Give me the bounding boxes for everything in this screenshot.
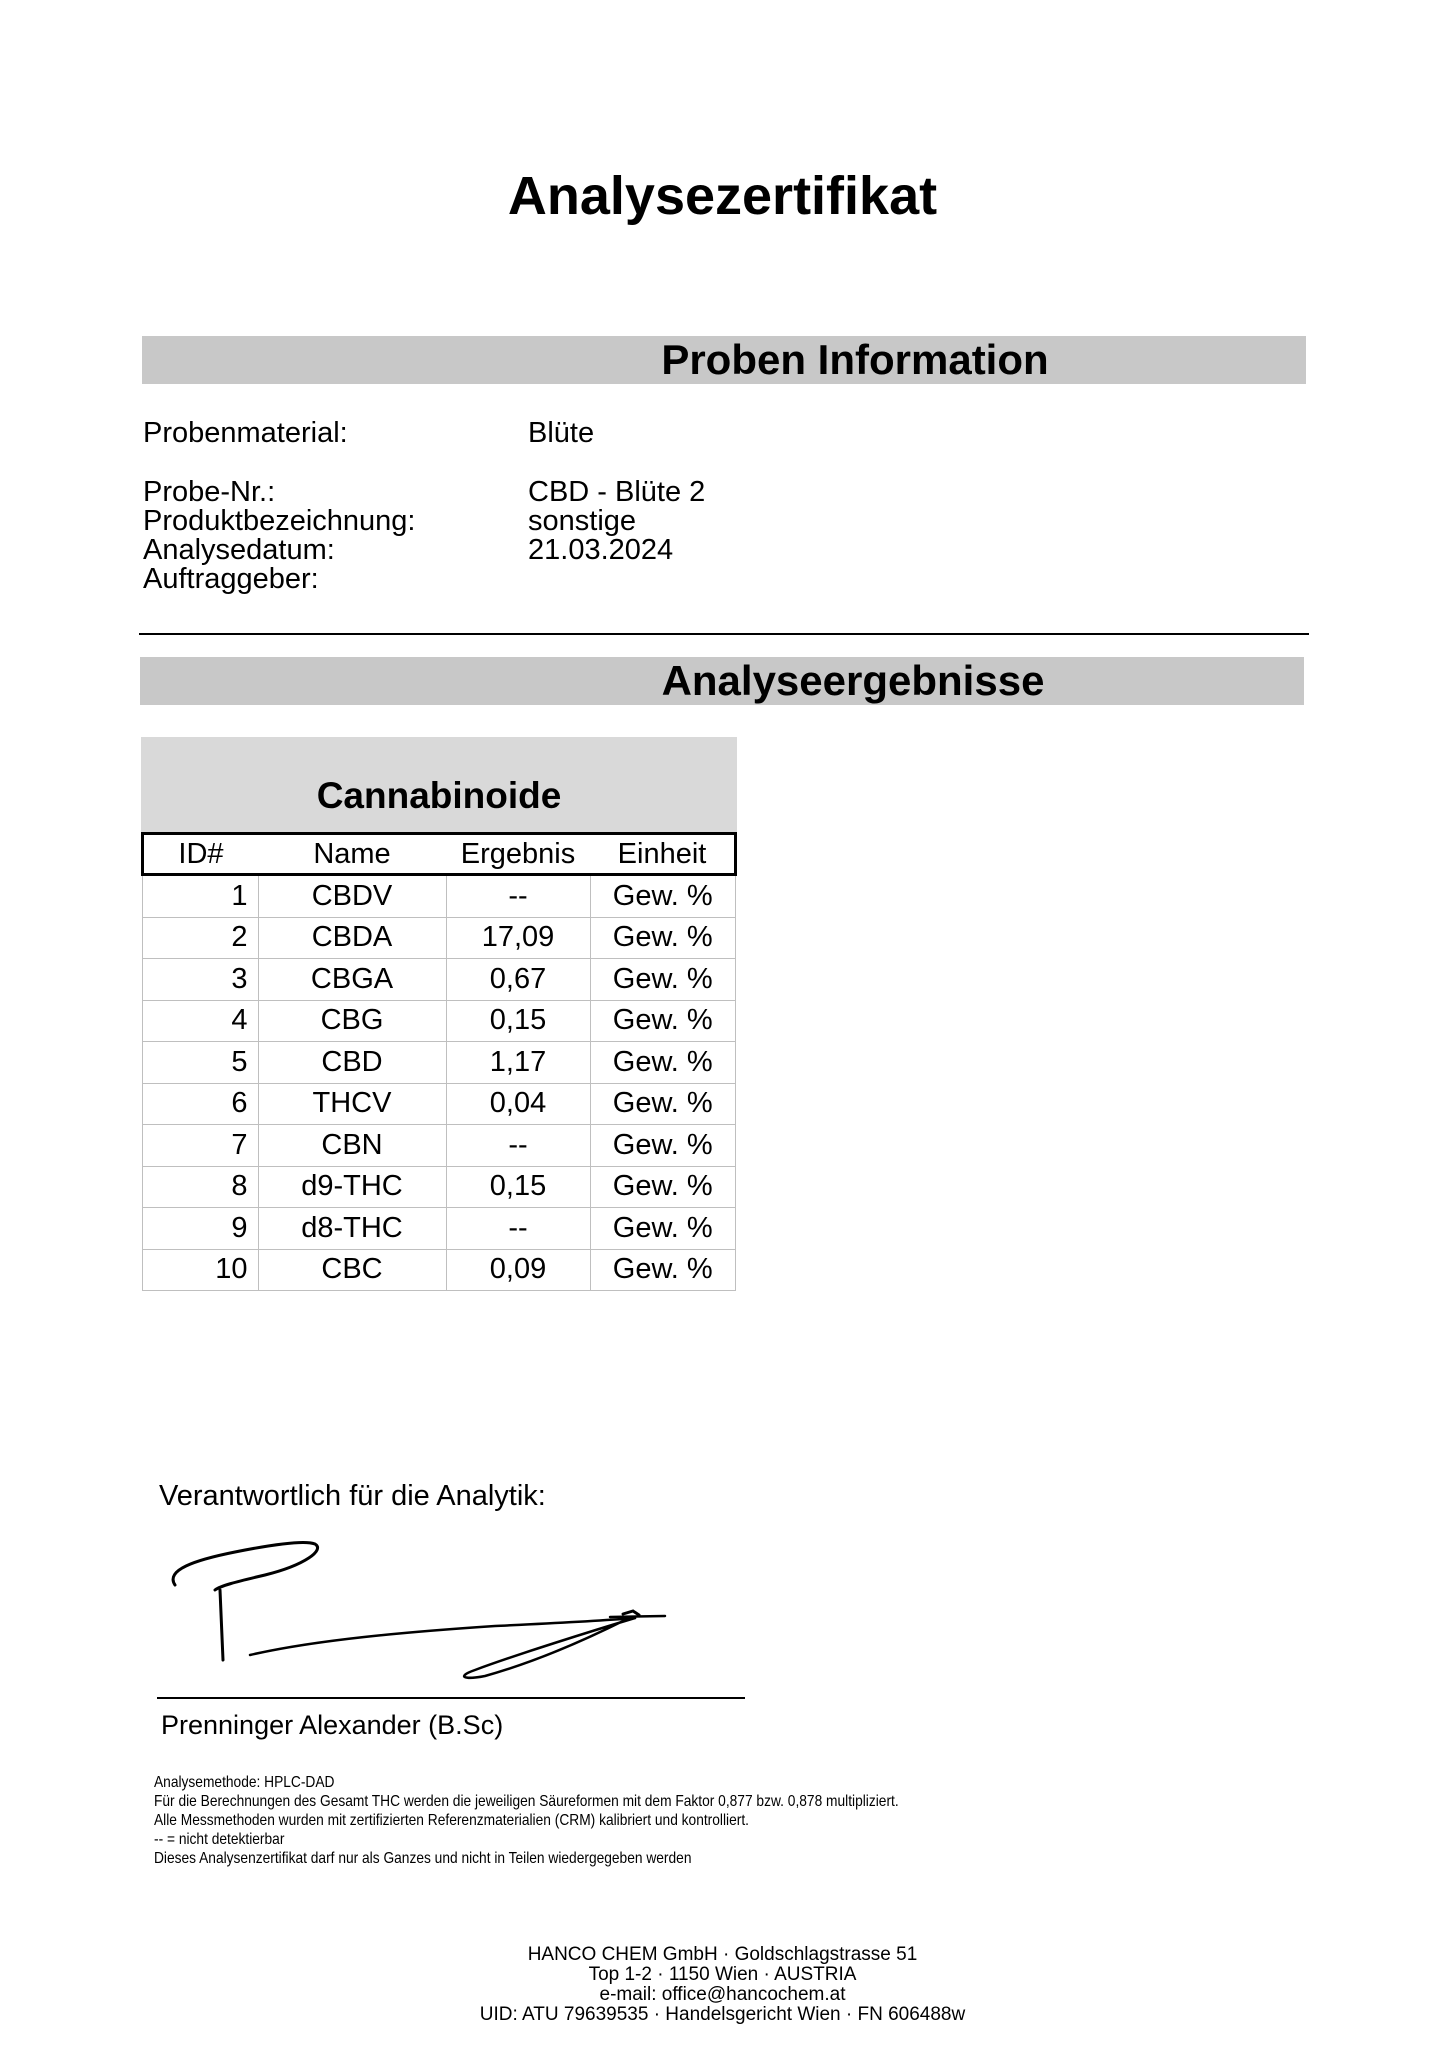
footer-line: HANCO CHEM GmbH · Goldschlagstrasse 51 bbox=[527, 1944, 918, 1965]
note-line: Dieses Analysenzertifikat darf nur als Ganzes und nicht in Teilen wiedergegeben werden bbox=[154, 1850, 692, 1867]
row-result: 1,17 bbox=[446, 1042, 590, 1084]
table-row bbox=[143, 1042, 736, 1084]
row-unit: Gew. % bbox=[590, 1208, 736, 1250]
row-name: THCV bbox=[258, 1083, 446, 1125]
signer-name: Prenninger Alexander (B.Sc) bbox=[161, 1710, 504, 1740]
row-unit: Gew. % bbox=[590, 959, 736, 1001]
sample-info-heading: Proben Information bbox=[661, 336, 1049, 383]
row-result: -- bbox=[446, 1208, 590, 1250]
footer-line: e-mail: office@hancochem.at bbox=[599, 1984, 846, 2005]
table-row bbox=[143, 875, 736, 918]
field-label-client: Auftraggeber: bbox=[143, 563, 319, 595]
field-value-sample-no: CBD - Blüte 2 bbox=[528, 476, 706, 508]
row-name: CBDV bbox=[258, 875, 446, 918]
table-row bbox=[143, 1208, 736, 1250]
note-line: Analysemethode: HPLC-DAD bbox=[154, 1774, 335, 1791]
table-row bbox=[143, 1125, 736, 1167]
field-label-sample-no: Probe-Nr.: bbox=[143, 476, 276, 508]
table-row bbox=[143, 1083, 736, 1125]
column-header-name: Name bbox=[258, 834, 446, 875]
results-heading: Analyseergebnisse bbox=[661, 657, 1045, 704]
field-value-analysis-date: 21.03.2024 bbox=[528, 534, 674, 566]
table-row bbox=[143, 1249, 736, 1291]
column-header-unit: Einheit bbox=[590, 834, 736, 875]
field-label-analysis-date: Analysedatum: bbox=[143, 534, 335, 566]
field-value-product: sonstige bbox=[528, 505, 637, 537]
row-id: 5 bbox=[143, 1042, 259, 1084]
row-id: 9 bbox=[143, 1208, 259, 1250]
note-line: -- = nicht detektierbar bbox=[154, 1831, 285, 1848]
field-label-material: Probenmaterial: bbox=[143, 417, 348, 449]
row-result: 0,09 bbox=[446, 1249, 590, 1291]
signature-image bbox=[155, 1530, 675, 1690]
row-unit: Gew. % bbox=[590, 917, 736, 959]
row-unit: Gew. % bbox=[590, 1249, 736, 1291]
section-divider bbox=[139, 633, 1309, 635]
table-row bbox=[143, 1166, 736, 1208]
row-id: 4 bbox=[143, 1000, 259, 1042]
row-id: 6 bbox=[143, 1083, 259, 1125]
sample-info-header bbox=[142, 336, 1306, 384]
row-result: 0,15 bbox=[446, 1000, 590, 1042]
row-result: -- bbox=[446, 1125, 590, 1167]
row-unit: Gew. % bbox=[590, 1166, 736, 1208]
signature-line bbox=[157, 1697, 745, 1699]
note-line: Alle Messmethoden wurden mit zertifizierten Referenzmaterialien (CRM) kalibriert und kontrolliert. bbox=[154, 1812, 749, 1829]
results-header bbox=[140, 657, 1304, 705]
row-name: CBD bbox=[258, 1042, 446, 1084]
cannabinoid-table-title: Cannabinoide bbox=[316, 775, 562, 816]
row-name: d9-THC bbox=[258, 1166, 446, 1208]
row-unit: Gew. % bbox=[590, 1042, 736, 1084]
table-row bbox=[143, 1000, 736, 1042]
row-id: 1 bbox=[143, 875, 259, 918]
row-name: CBGA bbox=[258, 959, 446, 1001]
row-result: 0,15 bbox=[446, 1166, 590, 1208]
column-header-id: ID# bbox=[143, 834, 259, 875]
row-unit: Gew. % bbox=[590, 1125, 736, 1167]
table-row bbox=[143, 917, 736, 959]
row-result: 17,09 bbox=[446, 917, 590, 959]
row-name: d8-THC bbox=[258, 1208, 446, 1250]
row-id: 8 bbox=[143, 1166, 259, 1208]
row-unit: Gew. % bbox=[590, 875, 736, 918]
table-row bbox=[143, 959, 736, 1001]
column-header-result: Ergebnis bbox=[446, 834, 590, 875]
table-header-row bbox=[143, 834, 736, 875]
row-result: 0,67 bbox=[446, 959, 590, 1001]
results-table bbox=[141, 832, 737, 1291]
row-name: CBC bbox=[258, 1249, 446, 1291]
row-result: -- bbox=[446, 875, 590, 918]
row-unit: Gew. % bbox=[590, 1083, 736, 1125]
row-name: CBDA bbox=[258, 917, 446, 959]
page-title: Analysezertifikat bbox=[507, 166, 938, 226]
field-label-product: Produktbezeichnung: bbox=[143, 505, 416, 537]
company-footer bbox=[0, 1945, 1445, 2025]
row-id: 10 bbox=[143, 1249, 259, 1291]
field-value-material: Blüte bbox=[528, 417, 595, 449]
row-unit: Gew. % bbox=[590, 1000, 736, 1042]
responsible-label: Verantwortlich für die Analytik: bbox=[159, 1480, 546, 1512]
method-notes bbox=[154, 1773, 899, 1868]
note-line: Für die Berechnungen des Gesamt THC werden die jeweiligen Säureformen mit dem Faktor 0,877 bzw. 0,878 multipliziert. bbox=[154, 1793, 899, 1810]
row-result: 0,04 bbox=[446, 1083, 590, 1125]
row-name: CBG bbox=[258, 1000, 446, 1042]
row-name: CBN bbox=[258, 1125, 446, 1167]
cannabinoid-table-header bbox=[141, 737, 737, 833]
row-id: 3 bbox=[143, 959, 259, 1001]
footer-line: Top 1-2 · 1150 Wien · AUSTRIA bbox=[588, 1964, 857, 1985]
row-id: 7 bbox=[143, 1125, 259, 1167]
footer-line: UID: ATU 79639535 · Handelsgericht Wien · FN 606488w bbox=[479, 2004, 966, 2025]
row-id: 2 bbox=[143, 917, 259, 959]
